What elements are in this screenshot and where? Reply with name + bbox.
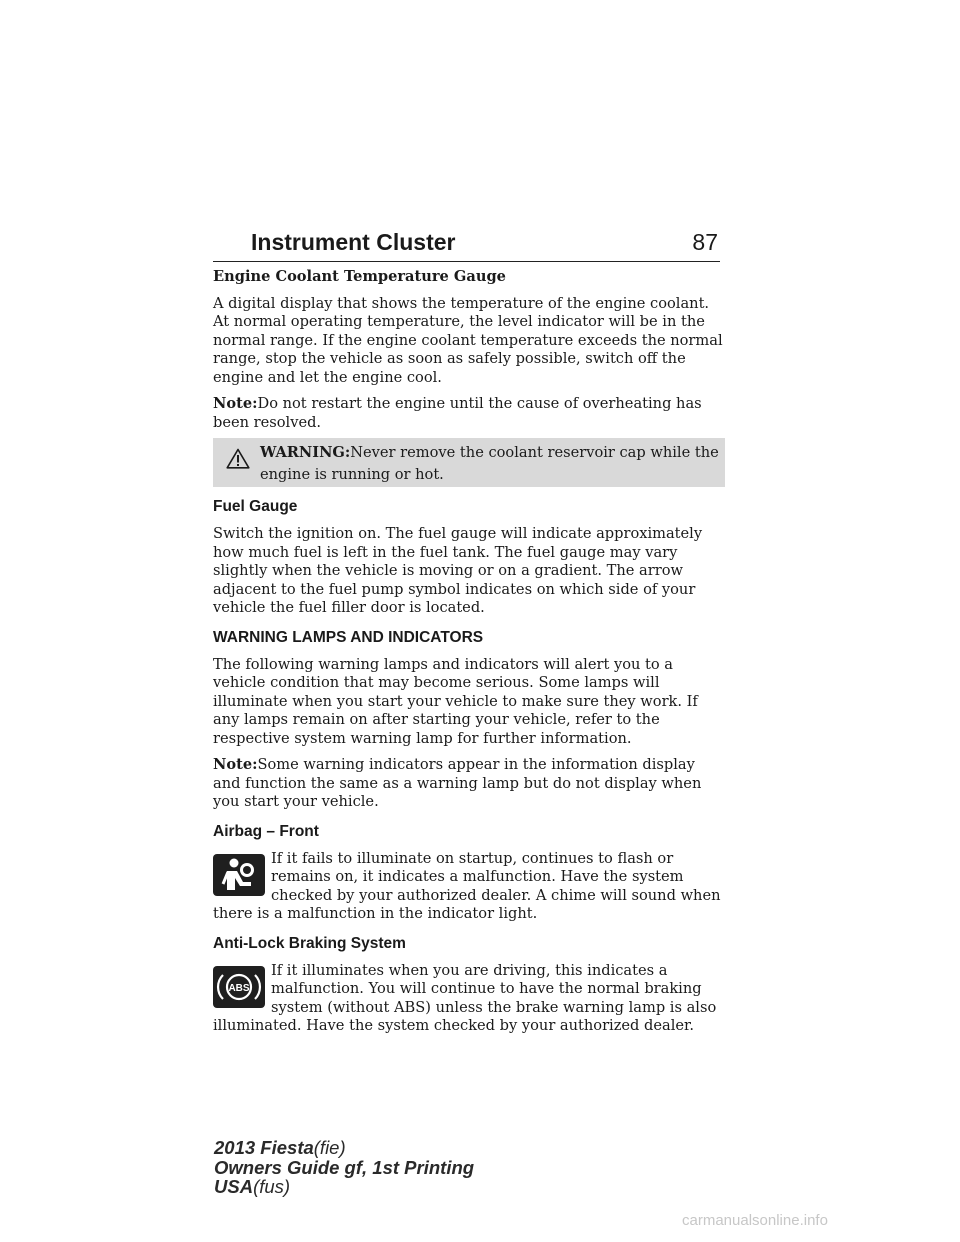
lamps-body: The following warning lamps and indicators will alert you to a vehicle condition that may become serious. Some lamps will illuminate when you start your vehicle to make sure they work. If any lamps remain on after starting your vehicle, refer to the respective system warning lamp for further information. <box>213 655 698 747</box>
abs-body: If it illuminates when you are driving, this indicates a malfunction. You will continue to have the normal braking system (without ABS) unless the brake warning lamp is also illuminated. Have the system checked by your authorized dealer. <box>213 961 717 1034</box>
warning-text <box>260 442 720 486</box>
coolant-body: A digital display that shows the temperature of the engine coolant. At normal operating temperature, the level indicator will be in the normal range. If the engine coolant temperature exceeds the normal range, stop the vehicle as soon as safely possible, switch off the engine and let the engine cool. <box>213 294 723 386</box>
header-divider <box>213 261 720 262</box>
airbag-warning-icon <box>213 854 265 896</box>
coolant-heading: Engine Coolant Temperature Gauge <box>213 268 506 285</box>
footer-market: USA <box>214 1176 254 1197</box>
warning-label: WARNING: <box>260 444 351 461</box>
watermark: carmanualsonline.info <box>682 1212 828 1229</box>
abs-heading: Anti-Lock Braking System <box>213 934 406 952</box>
abs-icon-label: ABS <box>228 982 250 994</box>
footer-model-code: (fie) <box>313 1137 346 1158</box>
airbag-body: If it fails to illuminate on startup, continues to flash or remains on, it indicates a malfunction. Have the system checked by your authorized dealer. A chime will sound when there is a malfunction in the indicator light. <box>213 849 721 922</box>
coolant-note <box>213 395 725 432</box>
page-content <box>213 268 725 1036</box>
footer-guide: Owners Guide gf, 1st Printing <box>214 1156 475 1178</box>
page-number: 87 <box>692 229 718 255</box>
note-text: Do not restart the engine until the cause of overheating has been resolved. <box>213 395 702 431</box>
lamps-heading: WARNING LAMPS AND INDICATORS <box>213 628 484 646</box>
abs-warning-icon <box>213 966 265 1008</box>
chapter-title: Instrument Cluster <box>251 229 456 255</box>
abs-section <box>213 962 725 1036</box>
document-footer <box>214 1138 474 1197</box>
note-label: Note: <box>213 756 258 773</box>
lamps-note <box>213 756 725 812</box>
footer-market-code: (fus) <box>253 1176 291 1197</box>
page-header <box>213 226 720 258</box>
airbag-heading: Airbag – Front <box>213 822 319 840</box>
airbag-section <box>213 850 725 924</box>
footer-model: 2013 Fiesta <box>214 1137 314 1158</box>
warning-message: Never remove the coolant reservoir cap while the engine is running or hot. <box>260 444 719 483</box>
note-text: Some warning indicators appear in the information display and function the same as a warning lamp but do not display when you start your vehicle. <box>213 756 702 810</box>
warning-box <box>213 438 725 487</box>
warning-triangle-icon <box>226 448 250 469</box>
fuel-body: Switch the ignition on. The fuel gauge will indicate approximately how much fuel is left in the fuel tank. The fuel gauge may vary slightly when the vehicle is moving or on a gradient. The arrow adjacent to the fuel pump symbol indicates on which side of your vehicle the fuel filler door is located. <box>213 525 703 616</box>
note-label: Note: <box>213 395 258 412</box>
fuel-heading: Fuel Gauge <box>213 498 298 515</box>
